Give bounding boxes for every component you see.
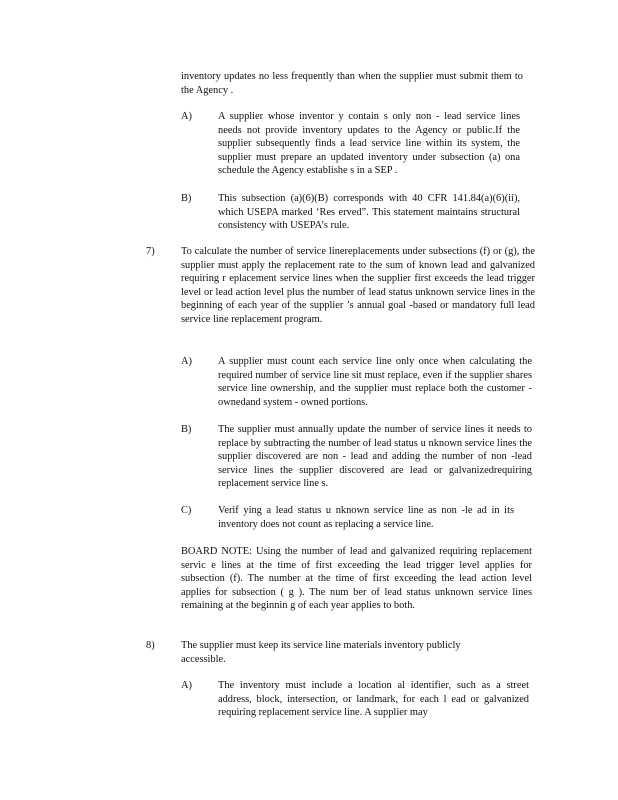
item-7-marker-b: B) <box>181 424 192 435</box>
item-8a-text: The inventory must include a location al identifier, such as a street address, block, intersection, or landmark, for each l ead or galvanized requiring replacement service line. A supplier may <box>218 680 529 719</box>
item-a-text: A supplier whose inventor y contain s only non - lead service lines needs not provide inventory updates to the Agency or public.If the supplier subsequently finds a lead service line within its system, the supplier must prepare an updated inventory under subsection (a) ona schedule the Agency establishe s in a SEP . <box>218 111 520 177</box>
item-7b-text: The supplier must annually update the number of service lines it needs to replace by subtracting the number of lead status u nknown service lines the supplier discovered are non - lead and adding the number of non -lead service lines the supplier discovered are lead or galvanizedrequiring replacement service line s. <box>218 424 532 490</box>
item-marker-7: 7) <box>146 246 155 257</box>
item-b-text: This subsection (a)(6)(B) corresponds with 40 CFR 141.84(a)(6)(ii), which USEPA marked ‘Res erved”. This statement maintains structural consistency with USEPA’s rule. <box>218 193 520 232</box>
item-marker-a: A) <box>181 111 192 122</box>
board-note: BOARD NOTE: Using the number of lead and galvanized requiring replacement servic e lines at the time of first exceeding the lead trigger level applies for subsection (f). The number at the time of first exceeding the lead action level applies for subsection ( g ). The num ber of lead status unknown service lines remaining at the beginnin g of each year applies to both. <box>181 546 532 612</box>
item-7-marker-c: C) <box>181 505 192 516</box>
item-7a-text: A supplier must count each service line only once when calculating the required number of service line sit must replace, even if the supplier shares service line ownership, and the supplier must replace both the customer - ownedand system - owned portions. <box>218 356 532 408</box>
item-7-marker-a: A) <box>181 356 192 367</box>
item-marker-8: 8) <box>146 640 155 651</box>
item-8-text: The supplier must keep its service line materials inventory publicly accessible. <box>181 640 461 665</box>
item-marker-b: B) <box>181 193 192 204</box>
item-7-text: To calculate the number of service linereplacements under subsections (f) or (g), the supplier must apply the replacement rate to the sum of known lead and galvanized requiring r eplacement service lines when the supplier first exceeds the lead trigger level or lead action level plus the number of lead status unknown service lines in the beginning of each year of the supplier ’s annual goal -based or mandatory full lead service line replacement program. <box>181 246 535 325</box>
item-8-marker-a: A) <box>181 680 192 691</box>
paragraph-intro: inventory updates no less frequently than when the supplier must submit them to the Agency . <box>181 71 523 96</box>
item-7c-text: Verif ying a lead status u nknown service line as non -le ad in its inventory does not count as replacing a service line. <box>218 505 514 530</box>
